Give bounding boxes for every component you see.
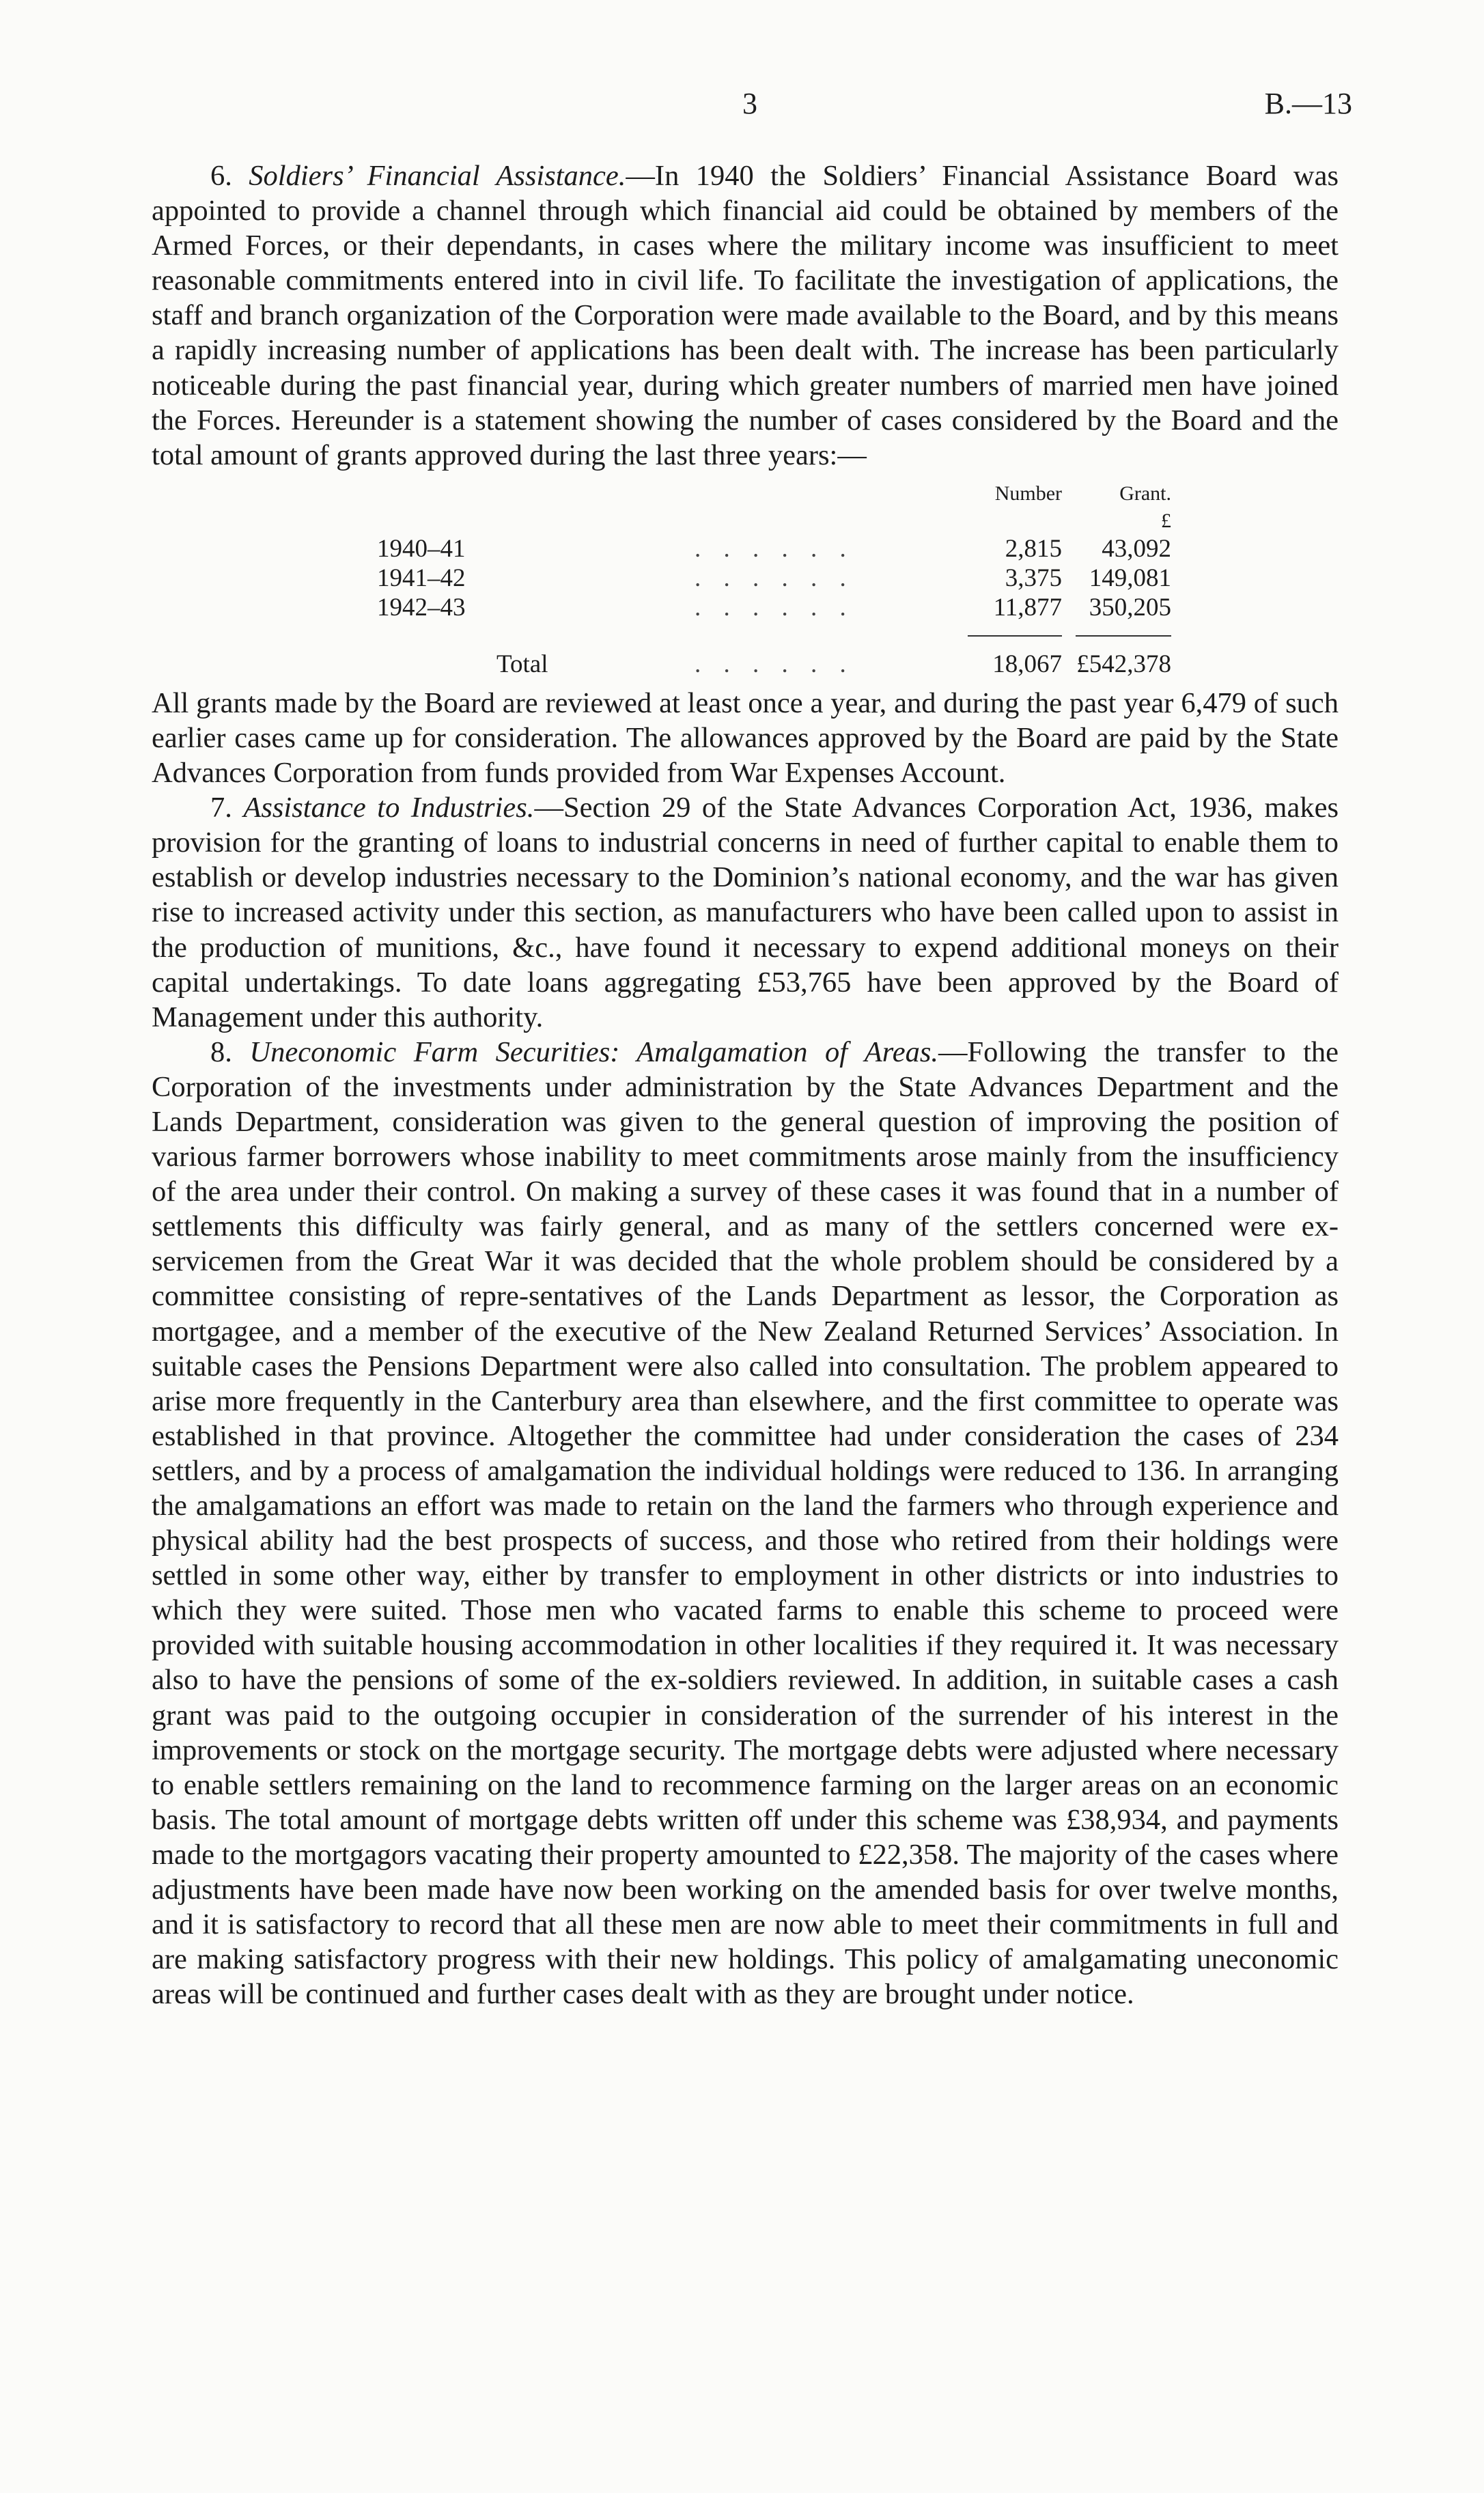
- section-7-paragraph: [152, 790, 1339, 1035]
- total-grant: £542,378: [1076, 650, 1171, 678]
- total-label: Total: [496, 650, 548, 678]
- column-header-grant: Grant.: [1119, 482, 1171, 505]
- dot-leader: . . . . . .: [695, 534, 854, 563]
- row-grant: 149,081: [1089, 563, 1171, 592]
- section-7-body: —Section 29 of the State Advances Corporation Act, 1936, makes provision for the granting of loans to industrial concerns in need of further capital to enable them to establish or develop industries necessary to the Dominion’s national economy, and the war has given rise to increased activity under this section, as manufacturers who have been called upon to assist in the production of munitions, &c., have found it necessary to expend additional moneys on their capital undertakings. To date loans aggregating £53,765 have been approved by the Board of Management under this authority.: [152, 792, 1339, 1033]
- column-header-number: Number: [994, 482, 1062, 505]
- section-6-heading: Soldiers’ Financial Assistance.: [249, 160, 626, 192]
- text-column: [152, 158, 1339, 2011]
- section-7-heading: Assistance to Industries.: [243, 792, 535, 824]
- grants-table: [377, 482, 1171, 679]
- row-year: 1940–41: [377, 534, 466, 563]
- total-rule-number: [968, 635, 1062, 637]
- table-row: [377, 563, 1171, 593]
- section-8-number: 8.: [210, 1035, 232, 1068]
- section-6-continuation: All grants made by the Board are reviewed at least once a year, and during the past year 6,479 of such earlier cases came up for consideration. The allowances approved by the Board are paid by the State Advances Corporation from funds provided from War Expenses Account.: [152, 686, 1339, 790]
- table-unit-row: [377, 510, 1171, 534]
- total-number: 18,067: [992, 650, 1062, 678]
- table-row: [377, 534, 1171, 563]
- row-number: 2,815: [1005, 534, 1062, 563]
- total-rule-grant: [1076, 635, 1171, 637]
- row-year: 1942–43: [377, 593, 466, 622]
- section-8-body: —Following the transfer to the Corporation of the investments under administration by the State Advances Department and the Lands Department, consideration was given to the general question of improving the position of various farmer borrowers whose inability to meet commitments arose mainly from the insufficiency of the area under their control. On making a survey of these cases it was found that in a number of settlements this difficulty was fairly general, and as many of the settlers concerned were ex-servicemen from the Great War it was decided that the whole problem should be considered by a committee consisting of repre-sentatives of the Lands Department as lessor, the Corporation as mortgagee, and a member of the executive of the New Zealand Returned Services’ Association. In suitable cases the Pensions Department were also called into consultation. The problem appeared to arise more frequently in the Canterbury area than elsewhere, and the first committee to operate was established in that province. Altogether the committee had under consideration the cases of 234 settlers, and by a process of amalgamation the individual holdings were reduced to 136. In arranging the amalgamations an effort was made to retain on the land the farmers who through experience and physical ability had the best prospects of success, and those who retired from their holdings were settled in some other way, either by transfer to employment in other districts or into industries to which they were suited. Those men who vacated farms to enable this scheme to proceed were provided with suitable housing accommodation in other localities if they required it. It was necessary also to have the pensions of some of the ex-soldiers reviewed. In addition, in suitable cases a cash grant was paid to the outgoing occupier in consideration of the surrender of his interest in the improvements or stock on the mortgage security. The mortgage debts were adjusted where necessary to enable settlers remaining on the land to recommence farming on the larger areas on an economic basis. The total amount of mortgage debts written off under this scheme was £38,934, and payments made to the mortgagors vacating their property amounted to £22,358. The majority of the cases where adjustments have been made have now been working on the amended basis for over twelve months, and it is satisfactory to record that all these men are now able to meet their commitments in full and are making satisfactory progress with their new holdings. This policy of amalgamating uneconomic areas will be continued and further cases dealt with as they are brought under notice.: [152, 1035, 1339, 2011]
- row-number: 3,375: [1005, 563, 1062, 592]
- table-row: [377, 593, 1171, 622]
- section-6-number: 6.: [210, 160, 232, 192]
- table-total-row: [377, 650, 1171, 679]
- row-number: 11,877: [993, 593, 1062, 622]
- section-7-number: 7.: [210, 792, 232, 824]
- dot-leader: . . . . . .: [695, 650, 854, 678]
- table-total-rule: [377, 622, 1171, 650]
- page-number: 3: [742, 87, 757, 120]
- row-year: 1941–42: [377, 563, 466, 592]
- document-reference: B.—13: [1264, 87, 1352, 120]
- row-grant: 43,092: [1102, 534, 1171, 563]
- row-grant: 350,205: [1089, 593, 1171, 622]
- section-8-heading: Uneconomic Farm Securities: Amalgamation of Areas.: [249, 1035, 938, 1068]
- table-header-row: [377, 482, 1171, 510]
- grant-unit: £: [1161, 509, 1171, 532]
- dot-leader: . . . . . .: [695, 593, 854, 622]
- section-8-paragraph: [152, 1035, 1339, 2012]
- section-6-body: —In 1940 the Soldiers’ Financial Assistance Board was appointed to provide a channel through which financial aid could be obtained by members of the Armed Forces, or their dependants, in cases where the military income was insufficient to meet reasonable commitments entered into in civil life. To facilitate the investigation of applications, the staff and branch organization of the Corporation were made available to the Board, and by this means a rapidly increasing number of applications has been dealt with. The increase has been particularly noticeable during the past financial year, during which greater numbers of married men have joined the Forces. Hereunder is a statement showing the number of cases considered by the Board and the total amount of grants approved during the last three years:—: [152, 160, 1339, 471]
- section-6-paragraph: [152, 158, 1339, 473]
- dot-leader: . . . . . .: [695, 563, 854, 592]
